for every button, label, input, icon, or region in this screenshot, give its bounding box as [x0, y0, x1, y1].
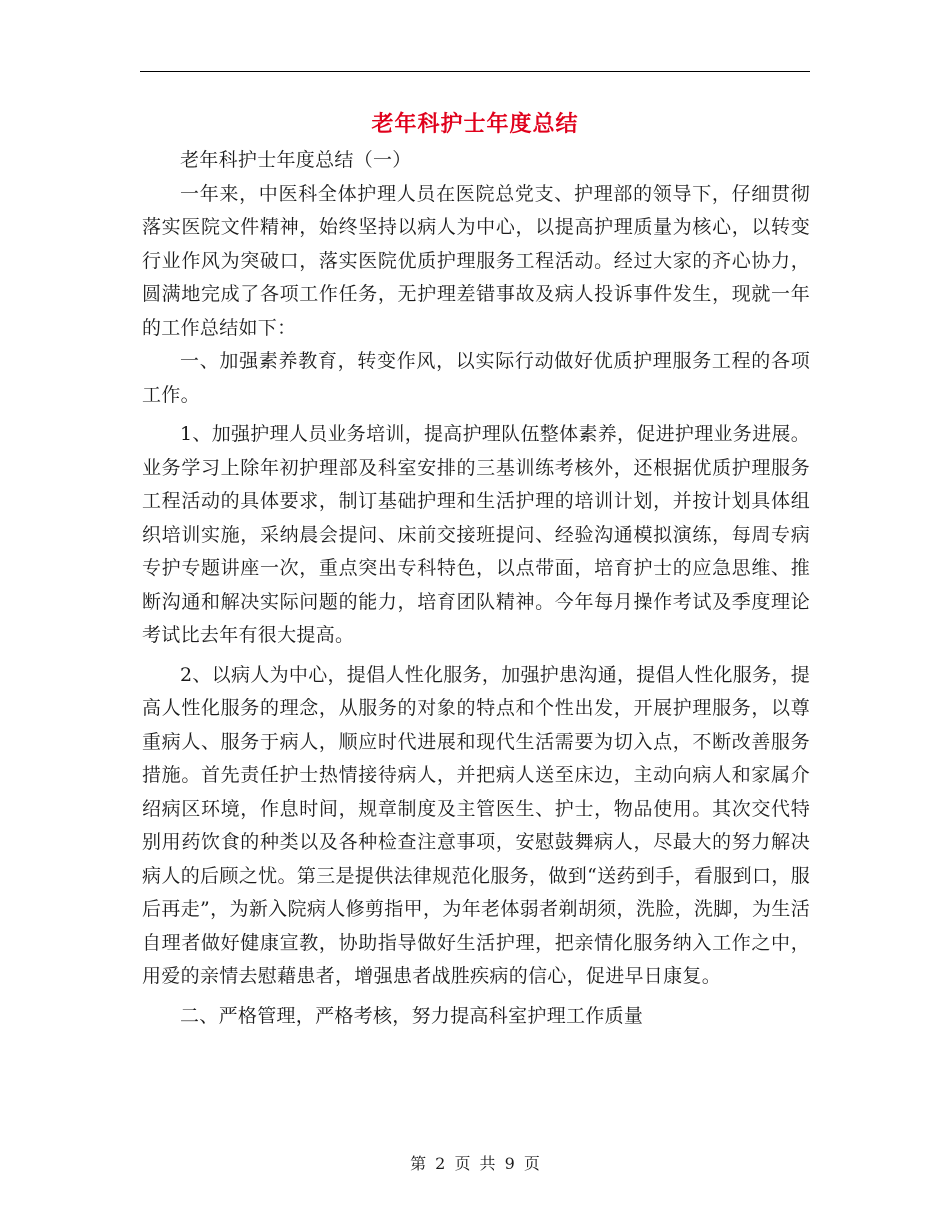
paragraph-section-two-heading: 二、严格管理，严格考核，努力提高科室护理工作质量 [180, 1004, 644, 1027]
paragraph-section-one-heading: 一、加强素养教育，转变作风，以实际行动做好优质护理服务工程的各项工作。 [142, 350, 810, 406]
page-number-footer: 第 2 页 共 9 页 [410, 1154, 540, 1173]
document-title: 老年科护士年度总结 [371, 112, 579, 137]
paragraph-subtitle: 老年科护士年度总结（一） [180, 149, 412, 171]
header-rule [140, 71, 810, 72]
paragraph-intro: 一年来，中医科全体护理人员在医院总党支、护理部的领导下，仔细贯彻落实医院文件精神，始终坚持以病人为中心，以提高护理质量为核心，以转变行业作风为突破口，落实医院优质护理服务工程活动。经过大家的齐心协力，圆满地完成了各项工作任务，无护理差错事故及病人投诉事件发生，现就一年的工作总结如下： [142, 182, 810, 339]
paragraph-item-one: 1、加强护理人员业务培训，提高护理队伍整体素养，促进护理业务进展。业务学习上除年初护理部及科室安排的三基训练考核外，还根据优质护理服务工程活动的具体要求，制订基础护理和生活护理的培训计划，并按计划具体组织培训实施，采纳晨会提问、床前交接班提问、经验沟通模拟演练，每周专病专护专题讲座一次，重点突出专科特色，以点带面，培育护士的应急思维、推断沟通和解决实际问题的能力，培育团队精神。今年每月操作考试及季度理论考试比去年有很大提高。 [142, 423, 810, 646]
paragraph-item-two: 2、以病人为中心，提倡人性化服务，加强护患沟通，提倡人性化服务，提高人性化服务的理念，从服务的对象的特点和个性出发，开展护理服务，以尊重病人、服务于病人，顺应时代进展和现代生活需要为切入点，不断改善服务措施。首先责任护士热情接待病人，并把病人送至床边，主动向病人和家属介绍病区环境，作息时间，规章制度及主管医生、护士，物品使用。其次交代特别用药饮食的种类以及各种检查注意事项，安慰鼓舞病人，尽最大的努力解决病人的后顾之忧。第三是提供法律规范化服务，做到“送药到手，看服到口，服后再走”，为新入院病人修剪指甲，为年老体弱者剃胡须，洗脸，洗脚，为生活自理者做好健康宣教，协助指导做好生活护理，把亲情化服务纳入工作之中，用爱的亲情去慰藉患者，增强患者战胜疾病的信心，促进早日康复。 [142, 663, 810, 987]
document-body [142, 144, 810, 1033]
